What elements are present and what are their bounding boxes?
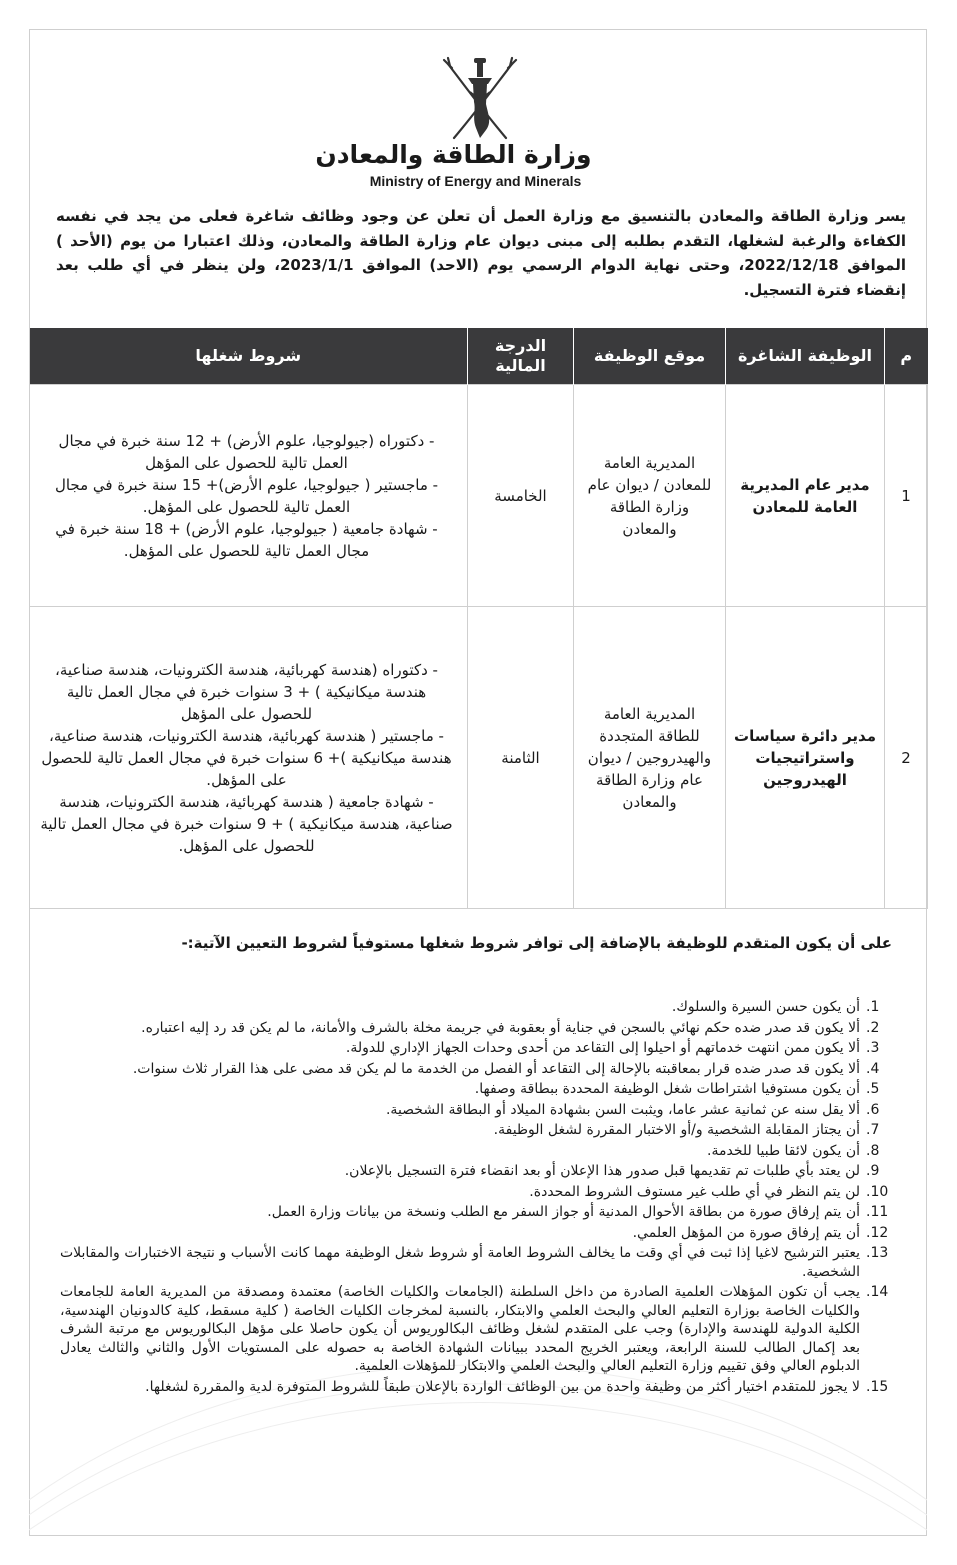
list-item	[60, 1183, 892, 1202]
item-text: أن يتم إرفاق صورة من المؤهل العلمي.	[632, 1224, 860, 1241]
row-job-title: مدير عام المديرية العامة للمعادن	[726, 385, 885, 607]
item-number: 5.	[866, 1081, 880, 1097]
item-number: 11.	[866, 1204, 889, 1220]
condition-item: - ماجستير ( هندسة كهربائية، هندسة الكترونيات، هندسة صناعية، هندسة ميكانيكية )+ 6 سنوات خبرة في مجال العمل تالية للحصول على المؤهل.	[41, 726, 452, 789]
list-item	[60, 1019, 892, 1038]
item-number: 15.	[866, 1378, 889, 1395]
row-location: المديرية العامة للطاقة المتجددة والهيدروجين / ديوان عام وزارة الطاقة والمعادن	[574, 607, 726, 909]
ministry-name-english: Ministry of Energy and Minerals	[369, 173, 582, 189]
item-text: أن يجتاز المقابلة الشخصية و/أو الاختبار المقررة لشغل الوظيفة.	[493, 1122, 860, 1138]
list-item	[60, 1039, 892, 1058]
item-text: لن يتم النظر في أي طلب غير مستوف الشروط المحددة.	[529, 1183, 860, 1200]
item-text: ألا يكون قد صدر ضده حكم نهائي بالسجن في جناية أو بعقوبة في جريمة مخلة بالشرف والأمانة، ما لم يكن قد رد إليه اعتباره.	[141, 1019, 860, 1036]
table-row	[30, 385, 928, 607]
header-grade: الدرجة المالية	[468, 328, 574, 385]
row-grade: الخامسة	[468, 385, 574, 607]
item-number: 13.	[866, 1245, 889, 1261]
item-number: 12.	[866, 1224, 889, 1241]
condition-item: - شهادة جامعية ( هندسة كهربائية، هندسة الكترونيات، هندسة صناعية، هندسة ميكانيكية ) + 9 سنوات خبرة في مجال العمل تالية للحصول على المؤهل.	[40, 792, 453, 855]
list-item	[60, 1162, 892, 1181]
item-number: 6.	[866, 1101, 880, 1118]
header-job: الوظيفة الشاغرة	[726, 328, 885, 385]
item-number: 14.	[866, 1284, 889, 1300]
row-num: 2	[885, 607, 928, 909]
requirements-list	[60, 998, 892, 1398]
item-text: يجب أن تكون المؤهلات العلمية الصادرة من داخل السلطنة (الجامعات والكليات الخاصة) معتمدة ومصدقة من المديرية العامة للجامعات والكليات الخاصة بوزارة التعليم العالي والبحث العلمي والابتكار، بالنسبة لمخرجات الكليات الخاصة ( كلية مسقط، كلية كالدونيان الهندسية، الكلية الدولية للهندسة والإدارة) وجب على المتقدم لشغل وظائف البكالوريوس أن يكون حاصلا على مؤهل البكالوريوس مع مرتبة الشرف بعد إكمال الطالب للسنة الرابعة، ويعتبر الخريج المحدد ببيانات الشهادة الخاصة به حصوله على المستويات الأول والثاني والثالث يعادل الدبلوم العالي وفق تقييم وزارة التعليم العالي والبحث العلمي والابتكار للمؤهلات العلمية.	[60, 1284, 860, 1374]
list-item	[60, 1142, 892, 1161]
list-item	[60, 1378, 892, 1397]
header-conditions: شروط شغلها	[30, 328, 468, 385]
condition-item: - دكتوراه (جيولوجيا، علوم الأرض) + 12 سنة خبرة في مجال العمل تالية للحصول على المؤهل	[58, 431, 435, 472]
requirements-title: على أن يكون المتقدم للوظيفة بالإضافة إلى توافر شروط شغلها مستوفياً لشروط التعيين الآتية:-	[181, 934, 892, 952]
list-item	[60, 1203, 892, 1222]
list-item	[60, 1060, 892, 1079]
table-row	[30, 607, 928, 909]
item-text: ألا يكون قد صدر ضده قرار بمعاقبته بالإحالة إلى التقاعد أو الفصل من الخدمة ما لم يكن قد مضى على هذا القرار ثلاث سنوات.	[132, 1060, 860, 1077]
condition-item: - ماجستير ( جيولوجيا، علوم الأرض)+ 15 سنة خبرة في مجال العمل تالية للحصول على المؤهل.	[54, 475, 439, 516]
item-number: 4.	[866, 1060, 880, 1077]
vacancies-table	[29, 328, 928, 909]
list-item	[60, 1121, 892, 1140]
row-job-title: مدير دائرة سياسات واستراتيجيات الهيدروجين	[726, 607, 885, 909]
row-grade: الثامنة	[468, 607, 574, 909]
item-text: ألا يكون ممن انتهت خدماتهم أو احيلوا إلى التقاعد من أحدى وحدات الجهاز الإداري للدولة.	[345, 1040, 860, 1056]
ministry-name-arabic: وزارة الطاقة والمعادن	[315, 140, 592, 169]
item-text: أن يكون حسن السيرة والسلوك.	[671, 999, 860, 1015]
list-item	[60, 998, 892, 1017]
list-item	[60, 1283, 892, 1376]
item-text: أن يكون مستوفيا اشتراطات شغل الوظيفة المحددة ببطاقة وصفها.	[474, 1081, 860, 1097]
row-location: المديرية العامة للمعادن / ديوان عام وزارة الطاقة والمعادن	[574, 385, 726, 607]
item-text: أن يكون لائقا طبيا للخدمة.	[707, 1142, 860, 1159]
item-text: ألا يقل سنه عن ثمانية عشر عاما، ويثبت السن بشهادة الميلاد أو البطاقة الشخصية.	[385, 1101, 860, 1118]
item-number: 7.	[866, 1122, 880, 1138]
table-header-row	[30, 328, 928, 385]
list-item	[60, 1224, 892, 1243]
condition-item: - دكتوراه (هندسة كهربائية، هندسة الكترونيات، هندسة صناعية، هندسة ميكانيكية ) + 3 سنوات خبرة في مجال العمل تالية للحصول على المؤهل	[55, 660, 438, 723]
item-number: 1.	[866, 999, 880, 1015]
condition-item: - شهادة جامعية ( جيولوجيا، علوم الأرض) + 18 سنة خبرة في مجال العمل تالية للحصول على المؤهل.	[55, 519, 438, 560]
item-number: 9.	[866, 1163, 880, 1179]
item-number: 10.	[866, 1183, 889, 1200]
oman-khanjar-emblem-icon	[440, 52, 520, 144]
list-item	[60, 1101, 892, 1120]
header-num: م	[885, 328, 928, 385]
header-location: موقع الوظيفة	[574, 328, 726, 385]
item-text: لا يجوز للمتقدم اختيار أكثر من وظيفة واحدة من بين الوظائف الواردة بالإعلان طبقاً للشروط المتوفرة لدية والمقررة لشغلها.	[145, 1378, 860, 1395]
item-text: أن يتم إرفاق صورة من بطاقة الأحوال المدنية أو جواز السفر مع الطلب ونسخة من بيانات وزارة العمل.	[267, 1204, 860, 1220]
item-number: 8.	[866, 1142, 880, 1159]
item-text: لن يعتد بأي طلبات تم تقديمها قبل صدور هذا الإعلان أو بعد انقضاء فترة التسجيل بالإعلان.	[344, 1163, 860, 1179]
list-item	[60, 1080, 892, 1099]
item-number: 2.	[866, 1019, 880, 1036]
list-item	[60, 1244, 892, 1281]
row-num: 1	[885, 385, 928, 607]
row-conditions	[30, 385, 468, 607]
announcement-intro: يسر وزارة الطاقة والمعادن بالتنسيق مع وزارة العمل أن تعلن عن وجود وظائف شاغرة فعلى من يجد في نفسه الكفاءة والرغبة لشغلها، التقدم بطلبه إلى مبنى ديوان عام وزارة الطاقة والمعادن، وذلك اعتبارا من يوم (الأحد ) الموافق 2022/12/18، وحتى نهاية الدوام الرسمي يوم (الاحد) الموافق 2023/1/1، ولن ينظر في أي طلب بعد إنقضاء فترة التسجيل.	[56, 207, 906, 299]
item-text: يعتبر الترشيح لاغيا إذا ثبت في أي وقت ما يخالف الشروط العامة أو شروط شغل الوظيفة مهما كانت الأسباب و نتيجة الاختبارات والمقابلات الشخصية.	[60, 1245, 860, 1280]
row-conditions	[30, 607, 468, 909]
item-number: 3.	[866, 1040, 880, 1056]
